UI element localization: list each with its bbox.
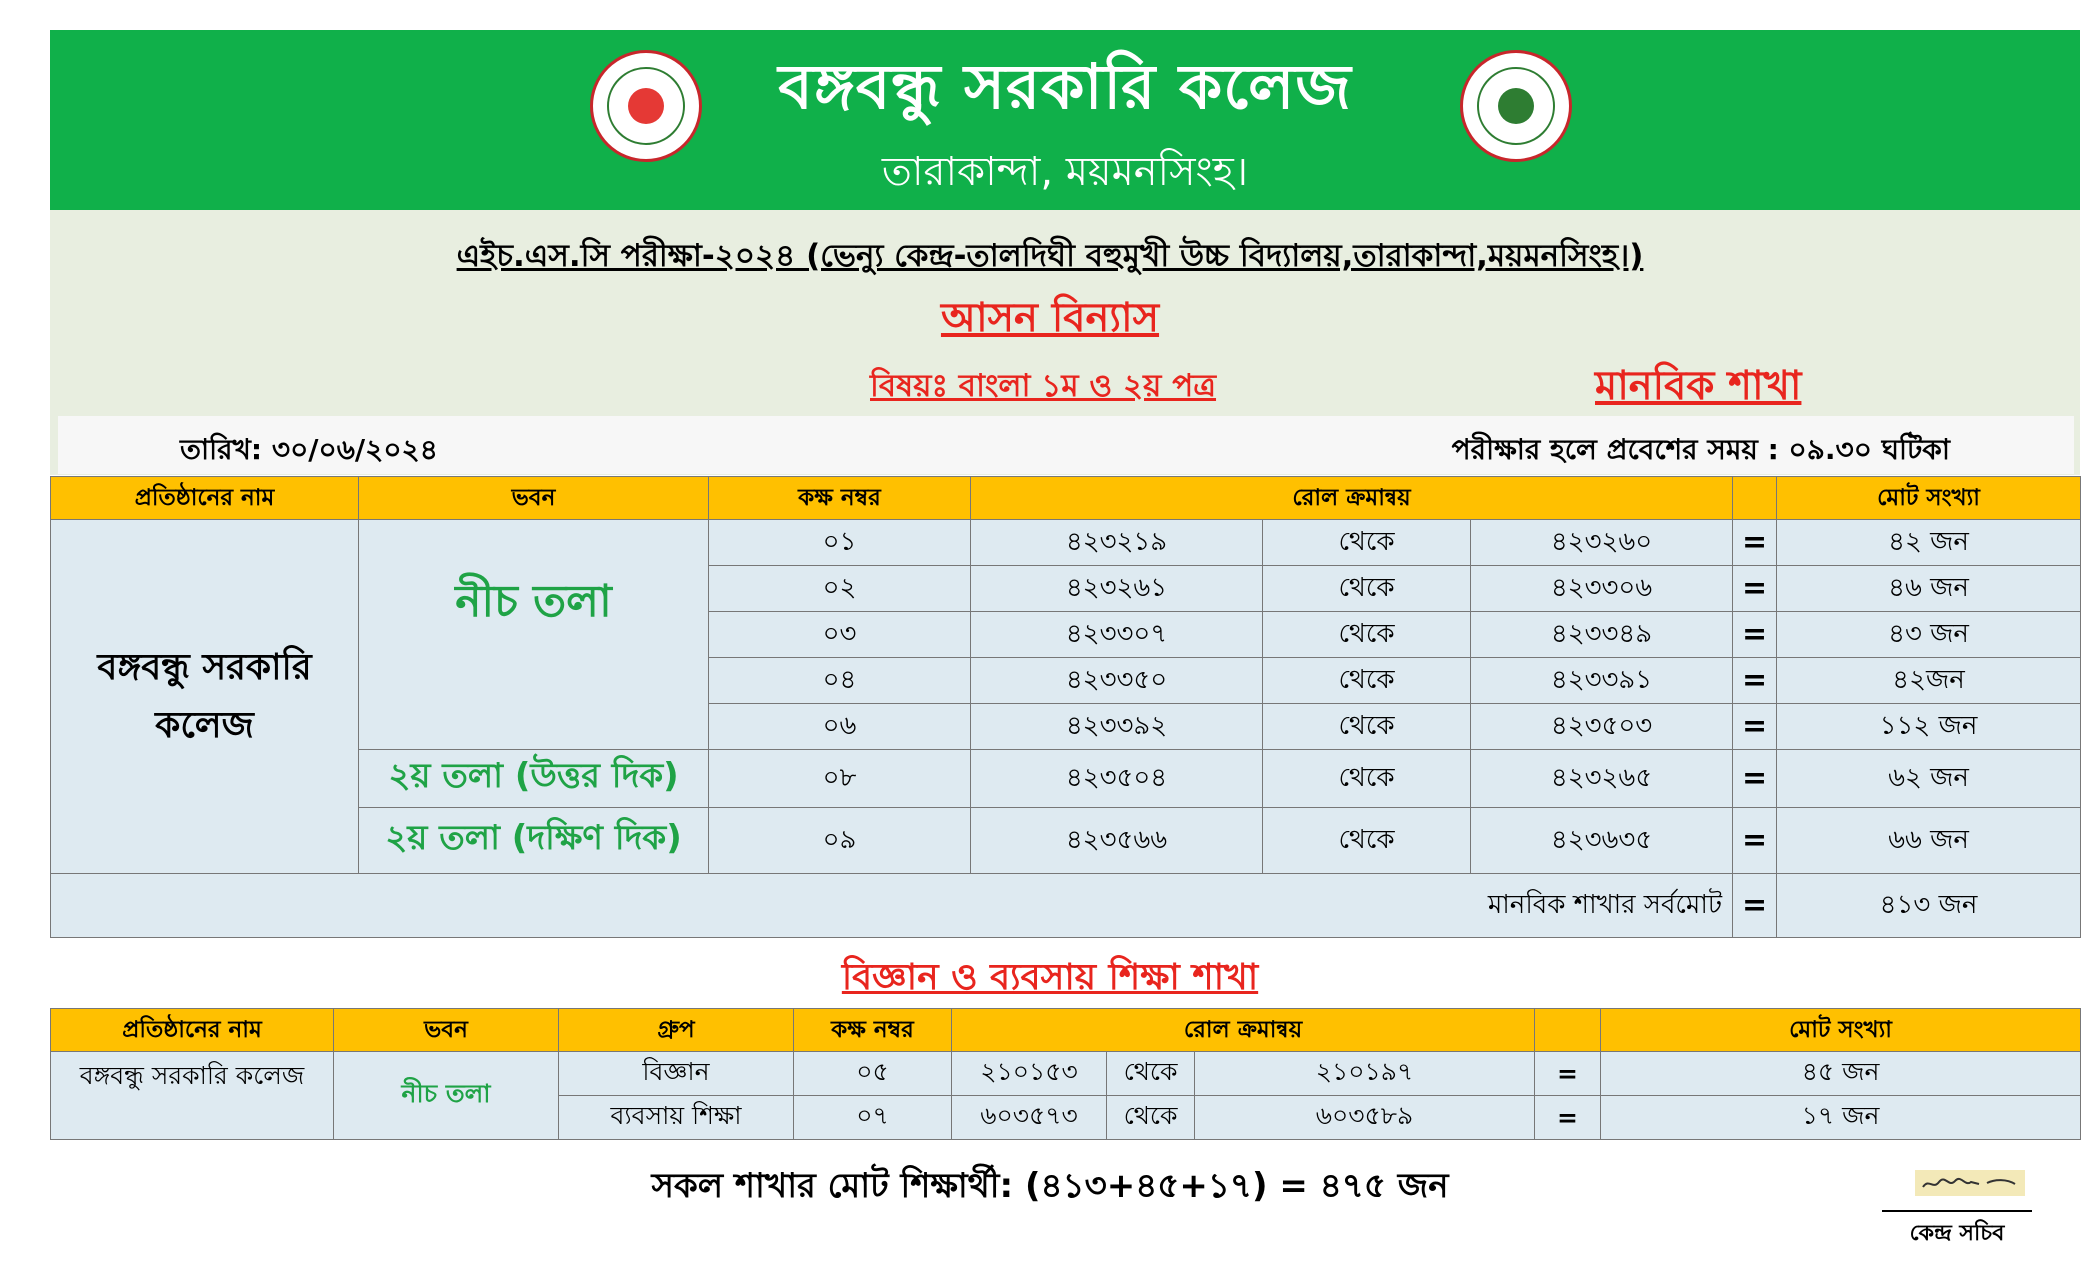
exam-date: তারিখ: ৩০/০৬/২০২৪ [180, 433, 438, 466]
signature-line [1882, 1210, 2032, 1212]
total-cell: ৪৬ জন [1777, 566, 2081, 612]
building-ground-floor: নীচ তলা [334, 1052, 559, 1140]
header-institution: প্রতিষ্ঠানের নাম [51, 477, 359, 520]
room-cell: ০৯ [709, 808, 971, 874]
roll-from-cell: ৪২৩৩৫০ [971, 658, 1263, 704]
equals-cell: = [1733, 808, 1777, 874]
seat-plan-title: আসন বিন্যাস [940, 295, 1160, 341]
institution-name: বঙ্গবন্ধু সরকারি কলেজ [51, 520, 359, 874]
table-header-row [51, 1009, 2081, 1052]
roll-to-word: থেকে [1263, 566, 1471, 612]
college-header [50, 30, 2080, 210]
total-cell: ১১২ জন [1777, 704, 2081, 750]
roll-to-cell: ৬০৩৫৮৯ [1195, 1096, 1535, 1140]
entry-time: পরীক্ষার হলে প্রবেশের সময় : ০৯.৩০ ঘটিকা [1451, 433, 1950, 466]
total-cell: ৪৩ জন [1777, 612, 2081, 658]
header-room: কক্ষ নম্বর [709, 477, 971, 520]
roll-to-word: থেকে [1263, 520, 1471, 566]
roll-to-word: থেকে [1263, 704, 1471, 750]
roll-to-word: থেকে [1107, 1052, 1195, 1096]
equals-cell: = [1733, 658, 1777, 704]
handwritten-signature-icon [1915, 1170, 2025, 1196]
header-total: মোট সংখ্যা [1777, 477, 2081, 520]
header-roll: রোল ক্রমান্বয় [971, 477, 1733, 520]
building-ground-floor: নীচ তলা [359, 520, 709, 750]
roll-from-cell: ৪২৩২৬১ [971, 566, 1263, 612]
exam-title: এইচ.এস.সি পরীক্ষা-২০২৪ (ভেন্যু কেন্দ্র-তালদিঘী বহুমুখী উচ্চ বিদ্যালয়,তারাকান্দা,ময়মনসিংহ।) [456, 238, 1644, 274]
science-business-branch-title: বিজ্ঞান ও ব্যবসায় শিক্ষা শাখা [841, 957, 1259, 998]
room-cell: ০৬ [709, 704, 971, 750]
roll-to-word: থেকে [1263, 612, 1471, 658]
roll-from-cell: ৪২৩৩০৭ [971, 612, 1263, 658]
group-cell: বিজ্ঞান [559, 1052, 794, 1096]
table-row [51, 520, 2081, 566]
total-cell: ৪৫ জন [1601, 1052, 2081, 1096]
humanities-total-value: ৪১৩ জন [1777, 874, 2081, 938]
roll-to-cell: ২১০১৯৭ [1195, 1052, 1535, 1096]
college-location: তারাকান্দা, ময়মনসিংহ। [881, 149, 1249, 195]
room-cell: ০২ [709, 566, 971, 612]
humanities-total-row [51, 874, 2081, 938]
roll-to-cell: ৪২৩২৬০ [1471, 520, 1733, 566]
total-cell: ৬২ জন [1777, 750, 2081, 808]
institution-name: বঙ্গবন্ধু সরকারি কলেজ [51, 1052, 334, 1140]
header-building: ভবন [359, 477, 709, 520]
roll-to-cell: ৪২৩৩০৬ [1471, 566, 1733, 612]
humanities-seat-table [50, 476, 2081, 938]
humanities-total-label: মানবিক শাখার সর্বমোট [51, 874, 1733, 938]
total-cell: ১৭ জন [1601, 1096, 2081, 1140]
center-secretary-label: কেন্দ্র সচিব [1909, 1221, 2005, 1246]
header-institution: প্রতিষ্ঠানের নাম [51, 1009, 334, 1052]
roll-from-cell: ২১০১৫৩ [952, 1052, 1107, 1096]
total-cell: ৪২ জন [1777, 520, 2081, 566]
roll-to-cell: ৪২৩২৬৫ [1471, 750, 1733, 808]
equals-cell: = [1535, 1096, 1601, 1140]
building-second-floor-south: ২য় তলা (দক্ষিণ দিক) [359, 808, 709, 874]
equals-cell: = [1733, 704, 1777, 750]
total-cell: ৪২জন [1777, 658, 2081, 704]
table-row [51, 1052, 2081, 1096]
group-cell: ব্যবসায় শিক্ষা [559, 1096, 794, 1140]
room-cell: ০৫ [794, 1052, 952, 1096]
header-group: গ্রুপ [559, 1009, 794, 1052]
header-total: মোট সংখ্যা [1601, 1009, 2081, 1052]
header-roll: রোল ক্রমান্বয় [952, 1009, 1535, 1052]
room-cell: ০১ [709, 520, 971, 566]
building-second-floor-north: ২য় তলা (উত্তর দিক) [359, 750, 709, 808]
roll-from-cell: ৪২৩৫০৪ [971, 750, 1263, 808]
equals-cell: = [1733, 750, 1777, 808]
roll-from-cell: ৪২৩৩৯২ [971, 704, 1263, 750]
roll-from-cell: ৬০৩৫৭৩ [952, 1096, 1107, 1140]
header-eq [1733, 477, 1777, 520]
header-eq [1535, 1009, 1601, 1052]
roll-to-cell: ৪২৩৩৯১ [1471, 658, 1733, 704]
subject-label: বিষয়ঃ বাংলা ১ম ও ২য় পত্র [870, 368, 1217, 404]
roll-to-cell: ৪২৩৫০৩ [1471, 704, 1733, 750]
table-header-row [51, 477, 2081, 520]
equals-cell: = [1535, 1052, 1601, 1096]
equals-cell: = [1733, 612, 1777, 658]
all-branches-grand-total: সকল শাখার মোট শিক্ষার্থী: (৪১৩+৪৫+১৭) = ৪৭৫ জন [651, 1166, 1449, 1206]
header-room: কক্ষ নম্বর [794, 1009, 952, 1052]
header-building: ভবন [334, 1009, 559, 1052]
roll-to-word: থেকে [1263, 750, 1471, 808]
humanities-branch-title: মানবিক শাখা [1595, 363, 1802, 409]
equals-cell: = [1733, 566, 1777, 612]
equals-cell: = [1733, 520, 1777, 566]
roll-to-cell: ৪২৩৬৩৫ [1471, 808, 1733, 874]
room-cell: ০৮ [709, 750, 971, 808]
total-cell: ৬৬ জন [1777, 808, 2081, 874]
roll-to-word: থেকে [1263, 658, 1471, 704]
room-cell: ০৪ [709, 658, 971, 704]
equals-cell: = [1733, 874, 1777, 938]
roll-to-word: থেকে [1263, 808, 1471, 874]
room-cell: ০৩ [709, 612, 971, 658]
roll-to-word: থেকে [1107, 1096, 1195, 1140]
science-business-seat-table [50, 1008, 2081, 1140]
college-name: বঙ্গবন্ধু সরকারি কলেজ [778, 50, 1352, 123]
roll-from-cell: ৪২৩২১৯ [971, 520, 1263, 566]
roll-from-cell: ৪২৩৫৬৬ [971, 808, 1263, 874]
room-cell: ০৭ [794, 1096, 952, 1140]
roll-to-cell: ৪২৩৩৪৯ [1471, 612, 1733, 658]
